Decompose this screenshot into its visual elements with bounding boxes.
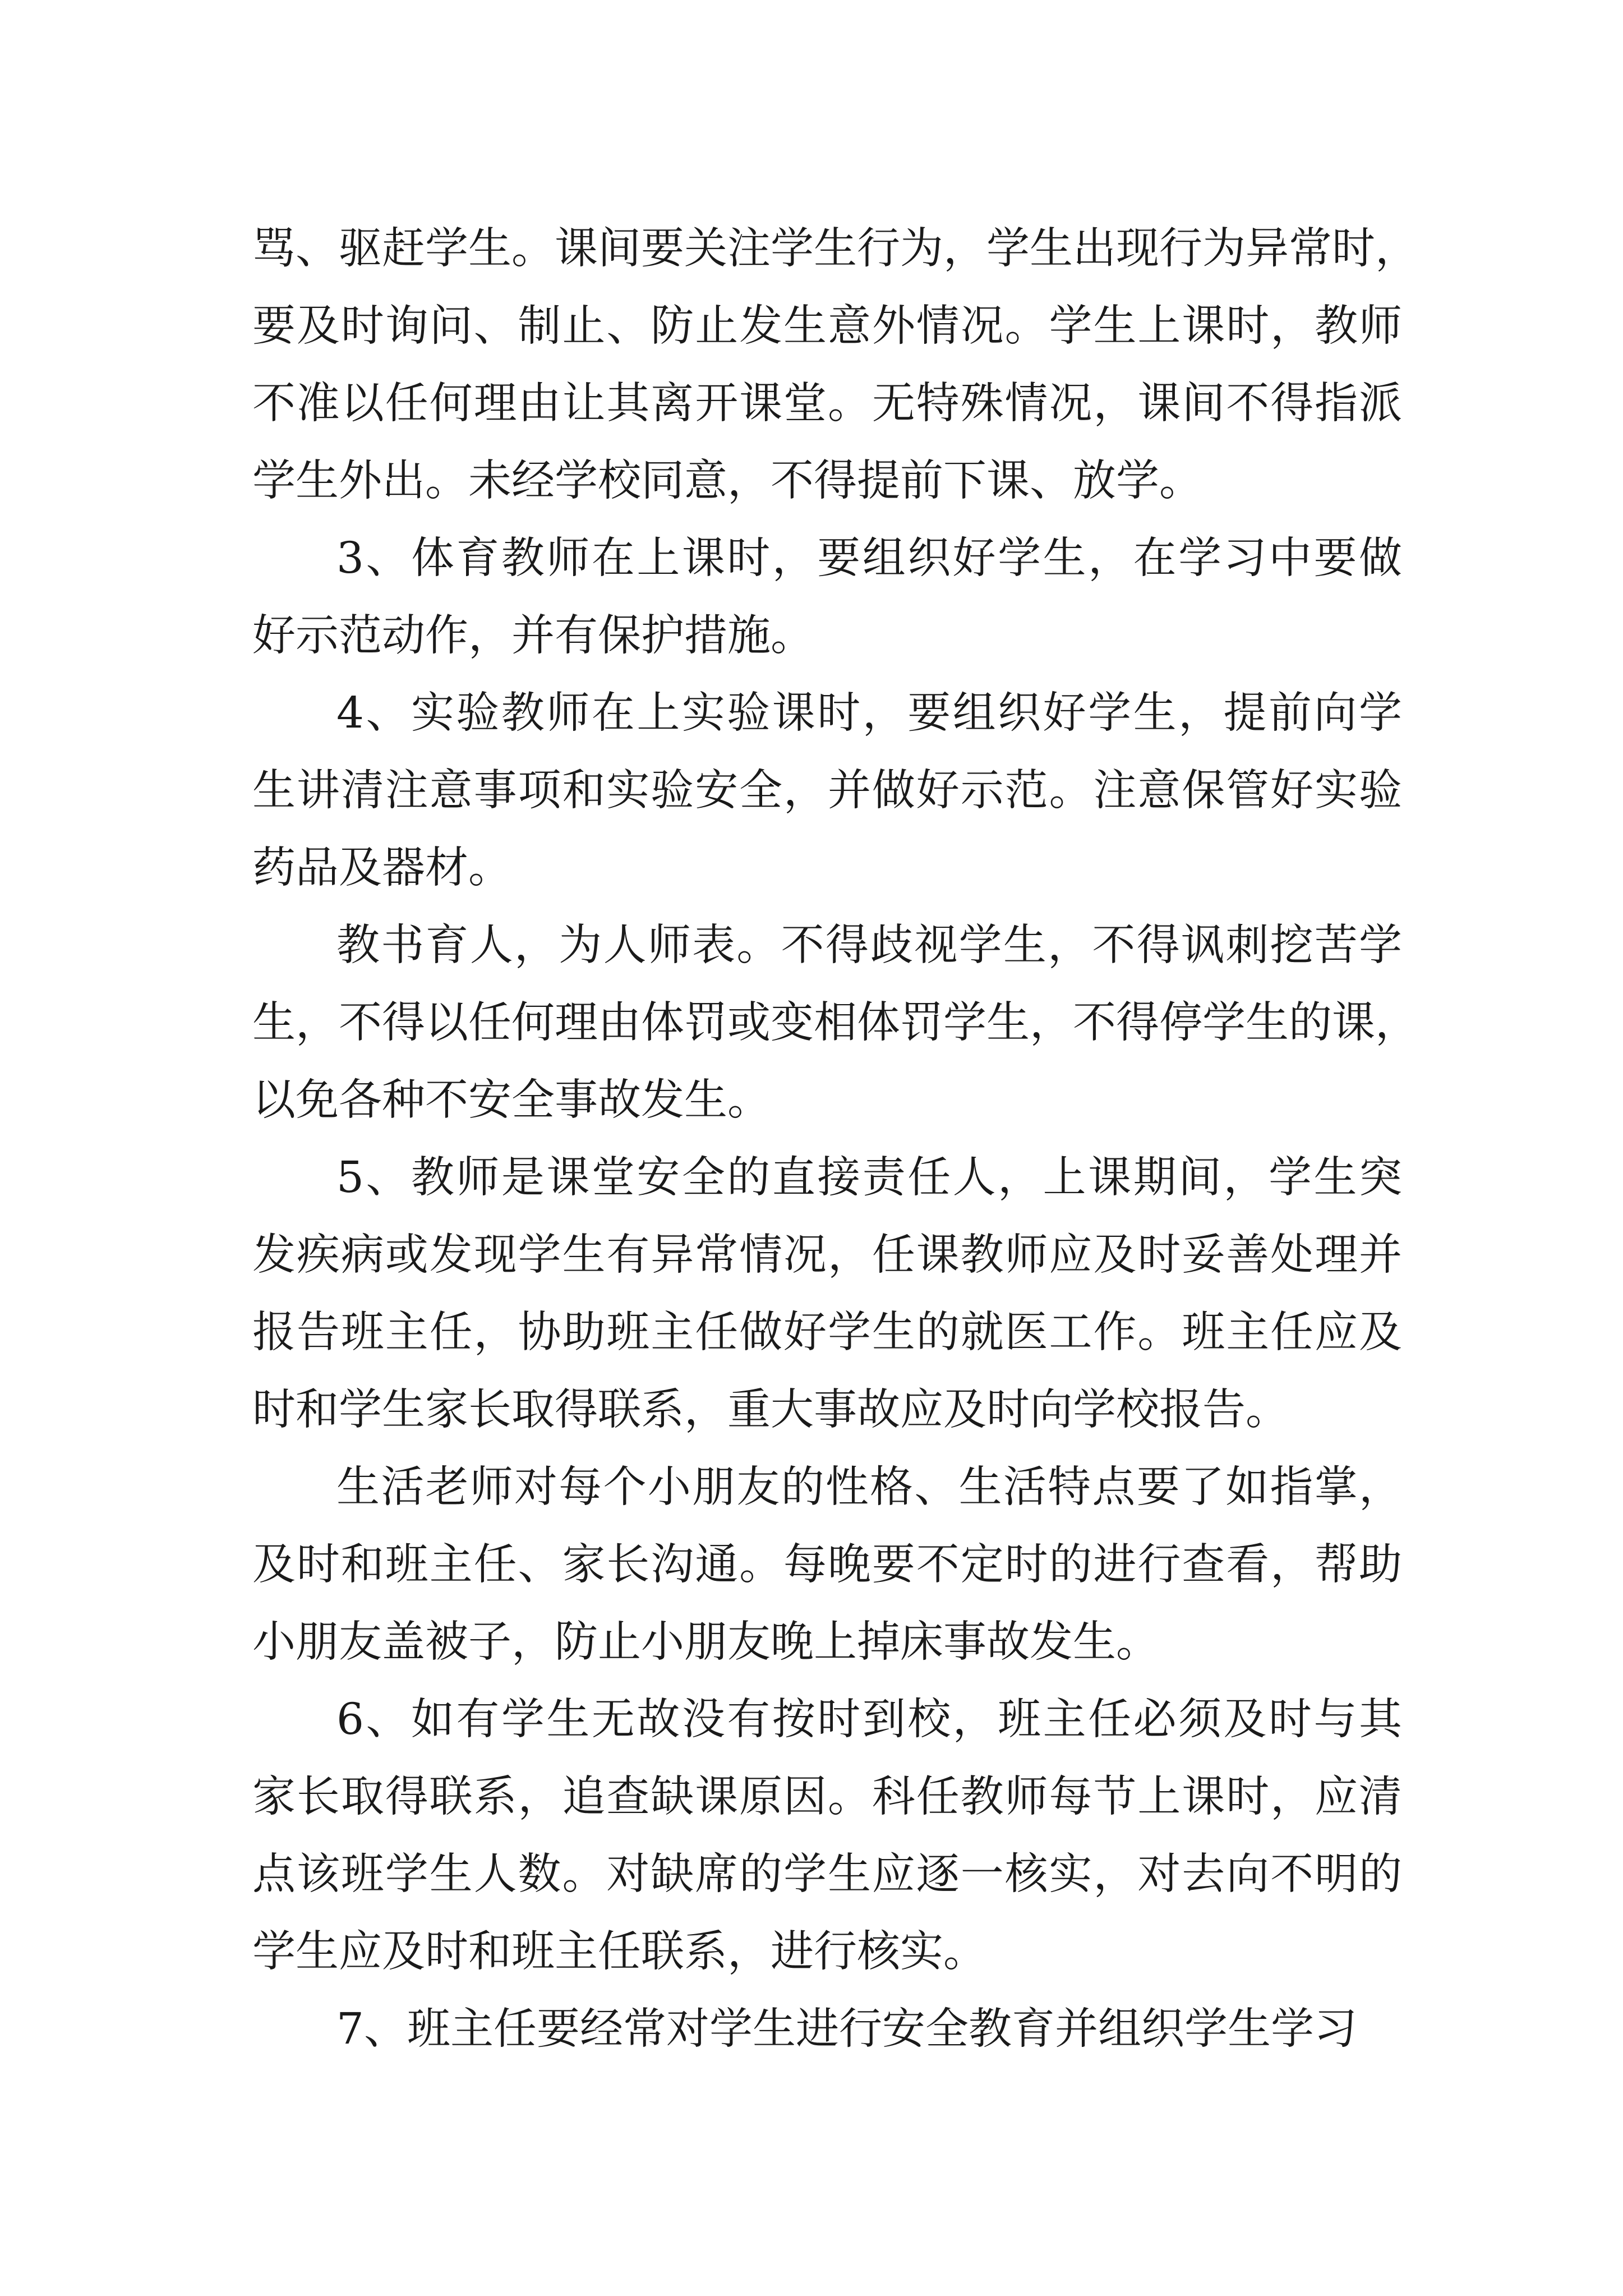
text-line: 不准以任何理由让其离开课堂。无特殊情况，课间不得指派 bbox=[252, 379, 1402, 429]
text-line: 时和学生家长取得联系，重大事故应及时向学校报告。 bbox=[252, 1385, 1289, 1435]
text-line: 小朋友盖被子，防止小朋友晚上掉床事故发生。 bbox=[252, 1617, 1159, 1667]
text-line: 3、体育教师在上课时，要组织好学生，在学习中要做 bbox=[336, 533, 1402, 583]
text-line: 教书育人，为人师表。不得歧视学生，不得讽刺挖苦学 bbox=[336, 921, 1402, 970]
text-line: 点该班学生人数。对缺席的学生应逐一核实，对去向不明的 bbox=[252, 1849, 1402, 1899]
text-line: 学生外出。未经学校同意，不得提前下课、放学。 bbox=[252, 456, 1202, 506]
text-line: 6、如有学生无故没有按时到校，班主任必须及时与其 bbox=[336, 1695, 1402, 1745]
paragraph-p5 bbox=[252, 1139, 1402, 1449]
paragraph-p1 bbox=[252, 210, 1418, 520]
text-line: 药品及器材。 bbox=[252, 843, 511, 893]
text-line: 7、班主任要经常对学生进行安全教育并组织学生学习 bbox=[336, 2004, 1357, 2054]
text-line: 要及时询问、制止、防止发生意外情况。学生上课时，教师 bbox=[252, 301, 1402, 351]
text-line: 生讲清注意事项和实验安全，并做好示范。注意保管好实验 bbox=[252, 766, 1402, 816]
paragraph-p8 bbox=[252, 1991, 1402, 2068]
text-line: 发疾病或发现学生有异常情况，任课教师应及时妥善处理并 bbox=[252, 1230, 1402, 1280]
text-line: 及时和班主任、家长沟通。每晚要不定时的进行查看，帮助 bbox=[252, 1540, 1402, 1590]
text-line: 5、教师是课堂安全的直接责任人，上课期间，学生突 bbox=[336, 1153, 1402, 1203]
paragraph-p6 bbox=[252, 1449, 1402, 1681]
paragraph-p2 bbox=[252, 520, 1402, 675]
text-line: 4、实验教师在上实验课时，要组织好学生，提前向学 bbox=[336, 688, 1402, 738]
paragraph-p3 bbox=[252, 675, 1402, 907]
paragraph-p7 bbox=[252, 1681, 1402, 1991]
text-line: 骂、驱赶学生。课间要关注学生行为，学生出现行为异常时， bbox=[252, 224, 1418, 274]
text-line: 好示范动作，并有保护措施。 bbox=[252, 611, 814, 661]
text-line: 生，不得以任何理由体罚或变相体罚学生，不得停学生的课， bbox=[252, 998, 1418, 1048]
text-line: 以免各种不安全事故发生。 bbox=[252, 1075, 771, 1125]
paragraph-p4 bbox=[252, 907, 1418, 1139]
document-body bbox=[252, 210, 1418, 2068]
text-line: 报告班主任，协助班主任做好学生的就医工作。班主任应及 bbox=[252, 1308, 1402, 1358]
text-line: 家长取得联系，追查缺课原因。科任教师每节上课时，应清 bbox=[252, 1772, 1402, 1822]
text-line: 生活老师对每个小朋友的性格、生活特点要了如指掌， bbox=[336, 1462, 1402, 1512]
text-line: 学生应及时和班主任联系，进行核实。 bbox=[252, 1927, 986, 1977]
